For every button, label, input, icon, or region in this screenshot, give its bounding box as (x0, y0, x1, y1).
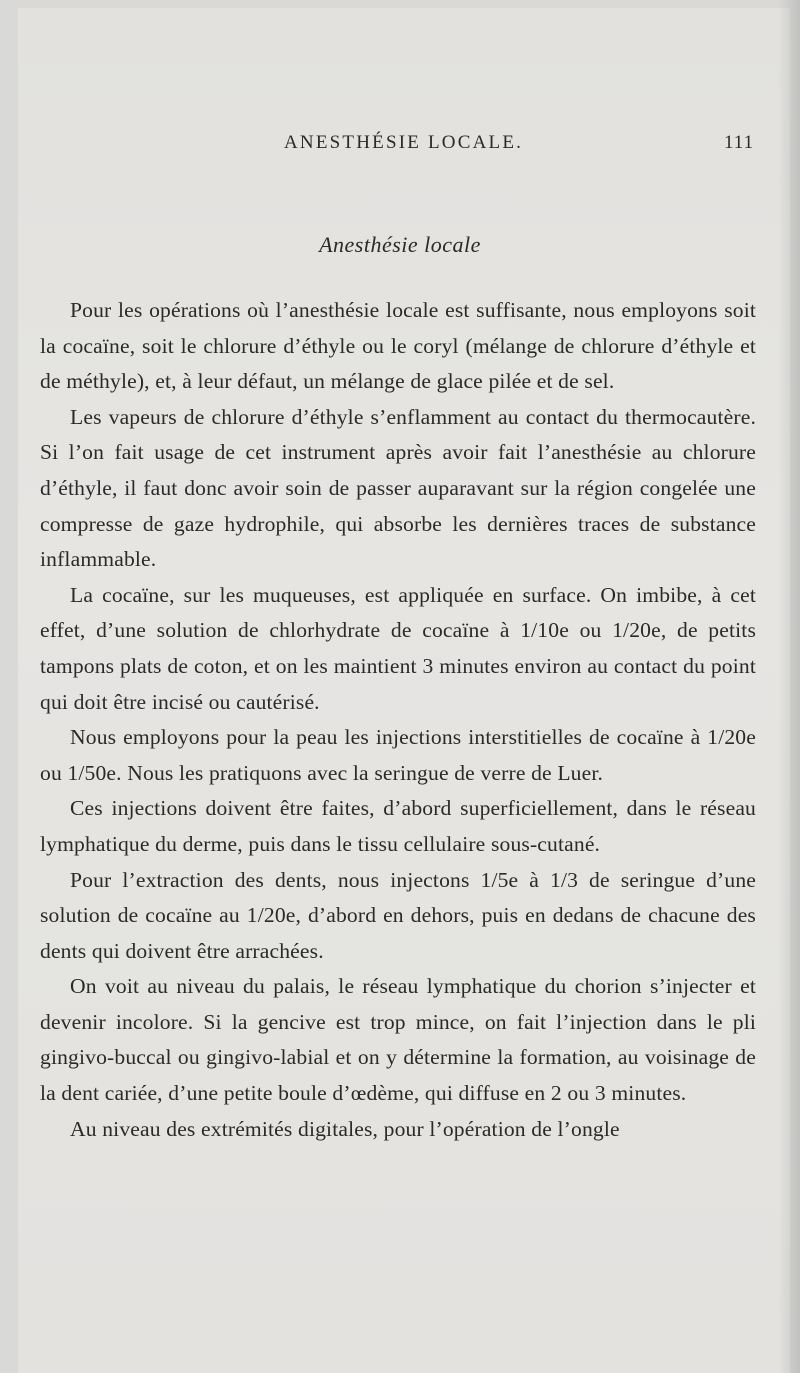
paragraph: Pour les opérations où l’anesthésie locale est suffisante, nous employons soit la cocaïne, soit le chlorure d’éthyle ou le coryl (mélange de chlorure d’éthyle et de méthyle), et, à leur défaut, un mélange de glace pilée et de sel. (40, 298, 756, 394)
paragraph: On voit au niveau du palais, le réseau lymphatique du chorion s’injecter et devenir incolore. Si la gencive est trop mince, on fait l’injection dans le pli gingivo-buccal ou gingivo-labial et on y détermine la formation, au voisinage de la dent cariée, d’une petite boule d’œdème, qui diffuse en 2 ou 3 minutes. (40, 974, 756, 1106)
body-text (40, 293, 756, 1147)
running-header (0, 132, 800, 156)
paragraph: Nous employons pour la peau les injections interstitielles de cocaïne à 1/20e ou 1/50e. Nous les pratiquons avec la seringue de verre de Luer. (40, 725, 756, 785)
running-title: ANESTHÉSIE LOCALE. (284, 132, 524, 153)
section-title: Anesthésie locale (319, 232, 481, 257)
paragraph: Pour l’extraction des dents, nous injectons 1/5e à 1/3 de seringue d’une solution de cocaïne au 1/20e, d’abord en dehors, puis en dedans de chacune des dents qui doivent être arrachées. (40, 867, 756, 963)
paragraph: La cocaïne, sur les muqueuses, est appliquée en surface. On imbibe, à cet effet, d’une solution de chlorhydrate de cocaïne à 1/10e ou 1/20e, de petits tampons plats de coton, et on les maintient 3 minutes environ au contact du point qui doit être incisé ou cautérisé. (40, 582, 756, 714)
paragraph: Les vapeurs de chlorure d’éthyle s’enflamment au contact du thermocautère. Si l’on fait usage de cet instrument après avoir fait l’anesthésie au chlorure d’éthyle, il faut donc avoir soin de passer auparavant sur la région congelée une compresse de gaze hydrophile, qui absorbe les dernières traces de substance inflammable. (40, 404, 756, 572)
paragraph: Au niveau des extrémités digitales, pour l’opération de l’ongle (70, 1116, 620, 1141)
paragraph: Ces injections doivent être faites, d’abord superficiellement, dans le réseau lymphatique du derme, puis dans le tissu cellulaire sous-cutané. (40, 796, 756, 856)
page-edge-shadow (778, 0, 800, 1373)
page-number: 111 (724, 132, 755, 153)
